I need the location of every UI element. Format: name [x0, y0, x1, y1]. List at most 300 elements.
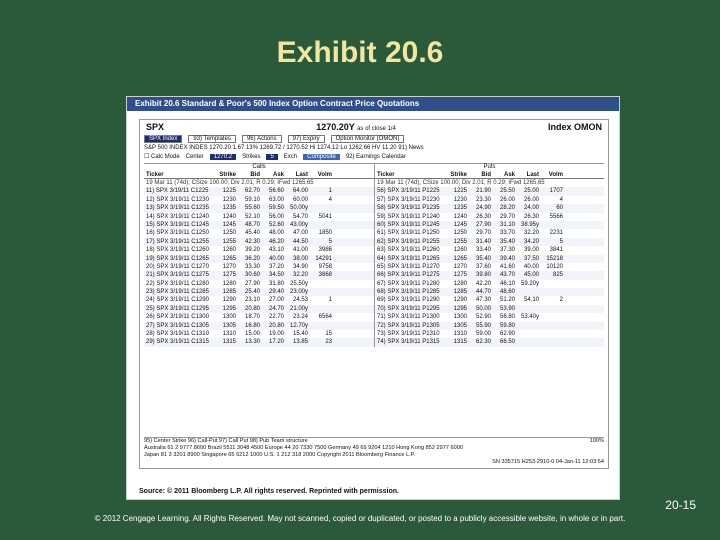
option-cell: 30.60	[244, 272, 260, 279]
option-cell: 29.70	[499, 213, 515, 220]
option-row[interactable]	[375, 246, 604, 254]
option-row[interactable]	[375, 263, 604, 271]
option-row[interactable]	[144, 338, 374, 346]
option-cell: 26) SPX 3/19/11 C1300	[146, 314, 209, 321]
option-cell: 38.95y	[520, 221, 539, 228]
calls-title: Calls	[252, 164, 266, 170]
ticker-symbol: SPX	[146, 122, 165, 132]
option-cell: 1280	[222, 280, 236, 287]
option-cell: 5	[559, 238, 563, 245]
column-header: Last	[526, 172, 539, 178]
option-cell: 39.40	[499, 255, 515, 262]
option-cell: 48.60	[499, 289, 515, 296]
option-row[interactable]	[144, 288, 374, 296]
option-cell: 60) SPX 3/19/11 P1245	[377, 221, 440, 228]
column-header: Volm	[548, 172, 563, 178]
option-cell: 68) SPX 3/19/11 P1285	[377, 289, 440, 296]
option-cell: 1305	[222, 322, 236, 329]
center-field[interactable]: 1270.2	[210, 154, 236, 160]
option-cell: 74) SPX 3/19/11 P1315	[377, 339, 440, 346]
option-cell: 59.20y	[520, 280, 539, 287]
option-cell: 1230	[222, 196, 236, 203]
option-cell: 12) SPX 3/19/11 C1230	[146, 196, 209, 203]
option-cell: 41.60	[499, 263, 515, 270]
option-cell: 52.60	[268, 221, 284, 228]
option-cell: 1280	[453, 280, 467, 287]
option-row[interactable]	[144, 330, 374, 338]
option-cell: 1255	[453, 238, 467, 245]
option-cell: 15.40	[292, 331, 308, 338]
option-cell	[539, 330, 565, 338]
calls-rows	[144, 187, 374, 346]
option-cell: 1285	[453, 289, 467, 296]
option-cell: 60	[556, 205, 563, 212]
option-row[interactable]	[375, 296, 604, 304]
option-cell: 1250	[453, 230, 467, 237]
option-cell: 31.10	[499, 221, 515, 228]
option-row[interactable]	[144, 187, 374, 195]
option-cell: 65) SPX 3/19/11 P1270	[377, 263, 440, 270]
option-cell: 5566	[549, 213, 563, 220]
earnings-calendar-link[interactable]: 92) Earnings Calendar	[345, 153, 406, 160]
option-row[interactable]	[375, 322, 604, 330]
option-cell	[515, 330, 539, 338]
option-cell: 64) SPX 3/19/11 P1265	[377, 255, 440, 262]
option-cell: 22.70	[268, 314, 284, 321]
puts-panel	[374, 164, 604, 347]
option-cell: 37.50	[523, 255, 539, 262]
terminal-tab[interactable]: 96) Actions	[242, 135, 282, 143]
option-cell: 15.00	[244, 331, 260, 338]
option-cell: 4	[559, 196, 563, 203]
center-label: Center	[185, 153, 204, 160]
option-cell: 13.85	[292, 339, 308, 346]
option-row[interactable]	[375, 330, 604, 338]
option-row[interactable]	[375, 313, 604, 321]
option-cell: 44.70	[475, 289, 491, 296]
option-cell: 70) SPX 3/19/11 P1295	[377, 305, 440, 312]
calls-expiry-meta: 19 Mar 11 (74d); CSize 100.00; Div 2.01; R 0.29; IFwd 1265.65	[146, 180, 314, 187]
option-cell: 57) SPX 3/19/11 P1230	[377, 196, 440, 203]
option-cell: 18) SPX 3/19/11 C1260	[146, 247, 209, 254]
option-cell: 13) SPX 3/19/11 C1235	[146, 205, 209, 212]
option-row[interactable]	[375, 221, 604, 229]
option-cell: 55.60	[244, 205, 260, 212]
option-cell: 17) SPX 3/19/11 C1255	[146, 238, 209, 245]
option-row[interactable]	[375, 271, 604, 279]
option-cell: 51.20	[499, 297, 515, 304]
option-cell: 14) SPX 3/19/11 C1240	[146, 213, 209, 220]
option-cell: 61) SPX 3/19/11 P1250	[377, 230, 440, 237]
option-row[interactable]	[144, 313, 374, 321]
option-cell: 25.50	[499, 188, 515, 195]
option-row[interactable]	[144, 280, 374, 288]
option-cell: 40.00	[268, 255, 284, 262]
option-cell	[308, 221, 334, 229]
option-cell: 2	[559, 297, 563, 304]
option-cell: 32.20	[523, 230, 539, 237]
option-cell: 1300	[222, 314, 236, 321]
option-row[interactable]	[375, 229, 604, 237]
footer-contacts-2: Japan 81 3 3201 8900 Singapore 65 6212 1000 U.S. 1 212 318 2000 Copyright 2011 Bloomberg Finance L.P.	[144, 452, 416, 458]
option-cell: 3841	[549, 247, 563, 254]
option-cell: 26.00	[523, 196, 539, 203]
option-cell: 1315	[453, 339, 467, 346]
option-cell: 42.20	[475, 280, 491, 287]
option-cell: 23.10	[244, 297, 260, 304]
column-header: Volm	[317, 172, 332, 178]
option-cell: 20.80	[244, 305, 260, 312]
option-cell: 43.10	[268, 247, 284, 254]
option-cell: 27.90	[244, 280, 260, 287]
option-cell: 56.00	[268, 213, 284, 220]
column-header: Ticker	[146, 172, 164, 178]
option-cell: 34.20	[523, 238, 539, 245]
option-cell: 825	[552, 272, 563, 279]
option-cell: 62.70	[244, 188, 260, 195]
option-row[interactable]	[375, 187, 604, 195]
option-cell: 50.00	[475, 305, 491, 312]
option-cell: 35.40	[475, 255, 491, 262]
option-cell: 26.30	[475, 213, 491, 220]
option-cell: 1245	[222, 221, 236, 228]
option-cell: 46.10	[499, 280, 515, 287]
option-row[interactable]	[375, 305, 604, 313]
price-note: as of close 1/4	[357, 126, 396, 132]
controls-row	[140, 152, 608, 161]
option-cell: 15) SPX 3/19/11 C1245	[146, 221, 209, 228]
option-cell: 25.50y	[289, 280, 308, 287]
option-row[interactable]	[375, 213, 604, 221]
option-cell: 1310	[222, 331, 236, 338]
option-cell	[515, 338, 539, 346]
option-cell	[308, 280, 334, 288]
option-row[interactable]	[144, 263, 374, 271]
option-cell: 27.90	[475, 221, 491, 228]
column-header: Last	[295, 172, 308, 178]
option-cell: 63.00	[268, 196, 284, 203]
option-row[interactable]	[375, 255, 604, 263]
option-cell	[539, 305, 565, 313]
option-cell: 17.20	[268, 339, 284, 346]
puts-expiry-meta: 19 Mar 11 (74d); CSize 100.00; Div 2.01; R 0.29; IFwd 1265.65	[377, 180, 545, 187]
option-row[interactable]	[375, 280, 604, 288]
option-row[interactable]	[375, 196, 604, 204]
option-cell: 24.53	[292, 297, 308, 304]
option-cell: 20) SPX 3/19/11 C1270	[146, 263, 209, 270]
puts-header-row	[375, 171, 604, 179]
option-cell	[308, 288, 334, 296]
option-cell: 64.00	[292, 188, 308, 195]
option-cell: 60.00	[292, 196, 308, 203]
terminal-tab[interactable]: 93) Templates	[188, 135, 236, 143]
option-cell: 1707	[549, 188, 563, 195]
option-cell: 24.00	[523, 205, 539, 212]
option-cell: 1240	[222, 213, 236, 220]
option-cell: 1270	[222, 263, 236, 270]
option-row[interactable]	[144, 213, 374, 221]
exhibit-source: Source: © 2011 Bloomberg L.P. All rights reserved. Reprinted with permission.	[139, 488, 399, 495]
option-cell: 1265	[222, 255, 236, 262]
column-header: Bid	[481, 172, 491, 178]
option-cell: 18.70	[244, 314, 260, 321]
strikes-field[interactable]: 5	[266, 154, 277, 160]
option-cell: 71) SPX 3/19/11 P1300	[377, 314, 440, 321]
option-cell: 29.40	[268, 289, 284, 296]
exch-field[interactable]: Composite	[303, 154, 340, 160]
option-cell: 59.00	[475, 331, 491, 338]
option-cell: 33.30	[244, 263, 260, 270]
option-quote-grid	[144, 163, 604, 347]
option-cell: 50.00y	[289, 205, 308, 212]
option-cell: 24.90	[475, 205, 491, 212]
option-cell: 34.90	[292, 263, 308, 270]
option-cell: 27.00	[268, 297, 284, 304]
option-cell	[539, 322, 565, 330]
option-cell	[308, 204, 334, 212]
option-cell: 24.70	[268, 305, 284, 312]
option-cell: 1290	[453, 297, 467, 304]
option-row[interactable]	[375, 288, 604, 296]
exhibit-header: Exhibit 20.6 Standard & Poor's 500 Index Option Contract Price Quotations	[127, 97, 619, 111]
option-cell: 39.20	[244, 247, 260, 254]
option-cell: 73) SPX 3/19/11 P1310	[377, 331, 440, 338]
option-cell: 26.30	[523, 213, 539, 220]
option-cell: 1225	[453, 188, 467, 195]
option-row[interactable]	[144, 221, 374, 229]
terminal-header	[140, 120, 608, 134]
option-cell: 1230	[453, 196, 467, 203]
option-row[interactable]	[375, 238, 604, 246]
option-cell: 56.60	[268, 188, 284, 195]
option-cell: 32.20	[292, 272, 308, 279]
option-cell: 63) SPX 3/19/11 P1260	[377, 247, 440, 254]
option-cell: 1	[328, 188, 332, 195]
option-row[interactable]	[144, 204, 374, 212]
option-cell: 23.24	[292, 314, 308, 321]
option-cell	[539, 313, 565, 321]
option-cell: 3986	[318, 247, 332, 254]
option-cell: 23.30	[475, 196, 491, 203]
option-cell: 2231	[549, 230, 563, 237]
option-cell: 9758	[318, 263, 332, 270]
option-cell: 46.20	[268, 238, 284, 245]
option-row[interactable]	[144, 255, 374, 263]
column-header: Ask	[272, 172, 284, 178]
option-cell: 47.00	[292, 230, 308, 237]
calc-mode-checkbox[interactable]: ☐ Calc Mode	[144, 154, 180, 160]
slide-footer: © 2012 Cengage Learning. All Rights Reserved. May not scanned, copied or duplicated, or posted to a publicly accessible website, in whole or in part.	[94, 514, 626, 523]
option-cell: 1295	[453, 305, 467, 312]
option-cell: 13.30	[244, 339, 260, 346]
option-cell: 23) SPX 3/19/11 C1285	[146, 289, 209, 296]
option-cell: 1275	[453, 272, 467, 279]
option-row[interactable]	[375, 338, 604, 346]
option-cell: 34.50	[268, 272, 284, 279]
option-row[interactable]	[144, 246, 374, 254]
terminal-tab[interactable]: Option Monitor (OMON)	[331, 135, 405, 143]
option-cell: 1250	[222, 230, 236, 237]
option-cell: 28.20	[499, 205, 515, 212]
option-cell: 31.40	[475, 238, 491, 245]
option-cell: 66.50	[499, 339, 515, 346]
index-price: 1270.20Y as of close 1/4	[316, 122, 396, 132]
option-cell	[515, 305, 539, 313]
option-cell: 1270	[453, 263, 467, 270]
option-cell	[308, 305, 334, 313]
zoom-level: 100%	[589, 438, 604, 444]
option-cell: 6564	[318, 314, 332, 321]
option-cell: 1	[328, 297, 332, 304]
option-cell: 1290	[222, 297, 236, 304]
option-cell: 1310	[453, 331, 467, 338]
option-cell: 21) SPX 3/19/11 C1275	[146, 272, 209, 279]
footer-contacts: Australia 61 2 9777 8600 Brazil 5511 3048 4500 Europe 44 20 7330 7500 Germany 49 69 9204 1210 Hong Kong 852 2977 6000	[144, 445, 463, 451]
option-cell: 1315	[222, 339, 236, 346]
option-cell: 11) SPX 3/19/11 C1225	[146, 188, 209, 195]
option-cell: 4	[328, 196, 332, 203]
option-cell: 28) SPX 3/19/11 C1310	[146, 331, 209, 338]
exch-label: Exch	[283, 153, 298, 160]
option-cell: 48.70	[244, 221, 260, 228]
option-cell	[539, 338, 565, 346]
column-header: Ticker	[377, 172, 395, 178]
option-cell: 69) SPX 3/19/11 P1290	[377, 297, 440, 304]
stat-line: S&P 500 INDEX INDES 1270.20 1.67 13% 1269.72 / 1270.52 Hi 1274.12 Lo 1262.66 HV 11.20 91) News	[144, 144, 424, 151]
option-cell: 25.00	[523, 188, 539, 195]
option-cell: 15	[325, 331, 332, 338]
option-cell: 5	[328, 238, 332, 245]
option-cell: 72) SPX 3/19/11 P1305	[377, 322, 440, 329]
option-cell: 59) SPX 3/19/11 P1240	[377, 213, 440, 220]
option-cell	[539, 280, 565, 288]
option-cell: 1300	[453, 314, 467, 321]
terminal-tab[interactable]: SPX Index	[144, 135, 182, 143]
option-cell: 45.40	[244, 230, 260, 237]
option-cell: 1235	[453, 205, 467, 212]
option-cell: 42.30	[244, 238, 260, 245]
option-cell: 53.90	[499, 305, 515, 312]
option-cell: 43.70	[499, 272, 515, 279]
option-cell: 52.90	[475, 314, 491, 321]
footer-serial: SN 335715 H253-2910-0 04-Jan-11 12:03:54	[492, 459, 604, 465]
option-cell: 58) SPX 3/19/11 P1235	[377, 205, 440, 212]
terminal-tabs	[140, 134, 608, 143]
option-cell: 1295	[222, 305, 236, 312]
option-cell: 41.00	[292, 247, 308, 254]
option-row[interactable]	[144, 322, 374, 330]
option-cell: 39.00	[523, 247, 539, 254]
option-cell: 54.70	[292, 213, 308, 220]
option-cell: 3868	[318, 272, 332, 279]
option-cell: 62.30	[475, 339, 491, 346]
option-cell: 47.30	[475, 297, 491, 304]
bloomberg-terminal	[139, 119, 609, 469]
option-cell: 25) SPX 3/19/11 C1295	[146, 305, 209, 312]
terminal-footer	[144, 437, 604, 466]
option-cell: 53.40y	[520, 314, 539, 321]
option-cell: 59.50	[268, 205, 284, 212]
option-cell: 59.10	[244, 196, 260, 203]
option-cell: 23	[325, 339, 332, 346]
option-cell: 19.00	[268, 331, 284, 338]
option-cell: 59.80	[499, 322, 515, 329]
terminal-tab[interactable]: 97) Expiry	[288, 135, 325, 143]
option-row[interactable]	[144, 238, 374, 246]
option-row[interactable]	[144, 271, 374, 279]
page-number: 20-15	[665, 498, 696, 512]
index-function-label: Index OMON	[547, 122, 602, 132]
option-cell: 1275	[222, 272, 236, 279]
option-cell: 1305	[453, 322, 467, 329]
option-cell: 26.00	[499, 196, 515, 203]
option-cell: 38.00	[292, 255, 308, 262]
option-cell: 45.00	[523, 272, 539, 279]
puts-rows	[375, 187, 604, 346]
column-header: Ask	[503, 172, 515, 178]
footer-functions: 95) Center Strike 96) Call-Put 97) Call Put 98) Pub Team structure	[144, 438, 308, 444]
option-cell: 1235	[222, 205, 236, 212]
option-cell: 37.20	[268, 263, 284, 270]
option-cell	[539, 288, 565, 296]
option-row[interactable]	[144, 196, 374, 204]
column-header: Strike	[450, 172, 467, 178]
option-row[interactable]	[144, 229, 374, 237]
option-cell: 62.90	[499, 331, 515, 338]
option-cell: 15218	[546, 255, 563, 262]
option-cell: 54.10	[523, 297, 539, 304]
option-cell: 62) SPX 3/19/11 P1255	[377, 238, 440, 245]
option-cell: 1225	[222, 188, 236, 195]
option-cell: 31.80	[268, 280, 284, 287]
option-cell: 36.20	[244, 255, 260, 262]
option-cell	[515, 322, 539, 330]
option-cell: 66) SPX 3/19/11 P1275	[377, 272, 440, 279]
calls-panel	[144, 164, 374, 347]
option-cell: 43.00y	[289, 221, 308, 228]
option-cell: 19) SPX 3/19/11 C1265	[146, 255, 209, 262]
option-cell: 55.90	[475, 322, 491, 329]
option-cell: 56) SPX 3/19/11 P1225	[377, 188, 440, 195]
option-cell: 1850	[318, 230, 332, 237]
option-cell	[308, 322, 334, 330]
option-cell: 48.00	[268, 230, 284, 237]
option-cell: 22) SPX 3/19/11 C1280	[146, 280, 209, 287]
option-row[interactable]	[144, 296, 374, 304]
option-cell: 1285	[222, 289, 236, 296]
option-cell: 29) SPX 3/19/11 C1315	[146, 339, 209, 346]
option-cell: 37.30	[499, 247, 515, 254]
option-cell: 44.50	[292, 238, 308, 245]
exhibit-panel	[126, 96, 620, 500]
option-row[interactable]	[375, 204, 604, 212]
option-cell: 20.80	[268, 322, 284, 329]
option-cell: 35.40	[499, 238, 515, 245]
option-cell: 1255	[222, 238, 236, 245]
option-row[interactable]	[144, 305, 374, 313]
option-cell: 33.40	[475, 247, 491, 254]
option-cell: 29.70	[475, 230, 491, 237]
option-cell: 14291	[315, 255, 332, 262]
calls-header-row	[144, 171, 374, 179]
strikes-label: Strikes	[242, 153, 261, 160]
option-cell: 1265	[453, 255, 467, 262]
option-cell: 16.80	[244, 322, 260, 329]
option-cell: 1260	[453, 247, 467, 254]
option-cell: 27) SPX 3/19/11 C1305	[146, 322, 209, 329]
option-cell	[539, 221, 565, 229]
option-cell: 67) SPX 3/19/11 P1280	[377, 280, 440, 287]
